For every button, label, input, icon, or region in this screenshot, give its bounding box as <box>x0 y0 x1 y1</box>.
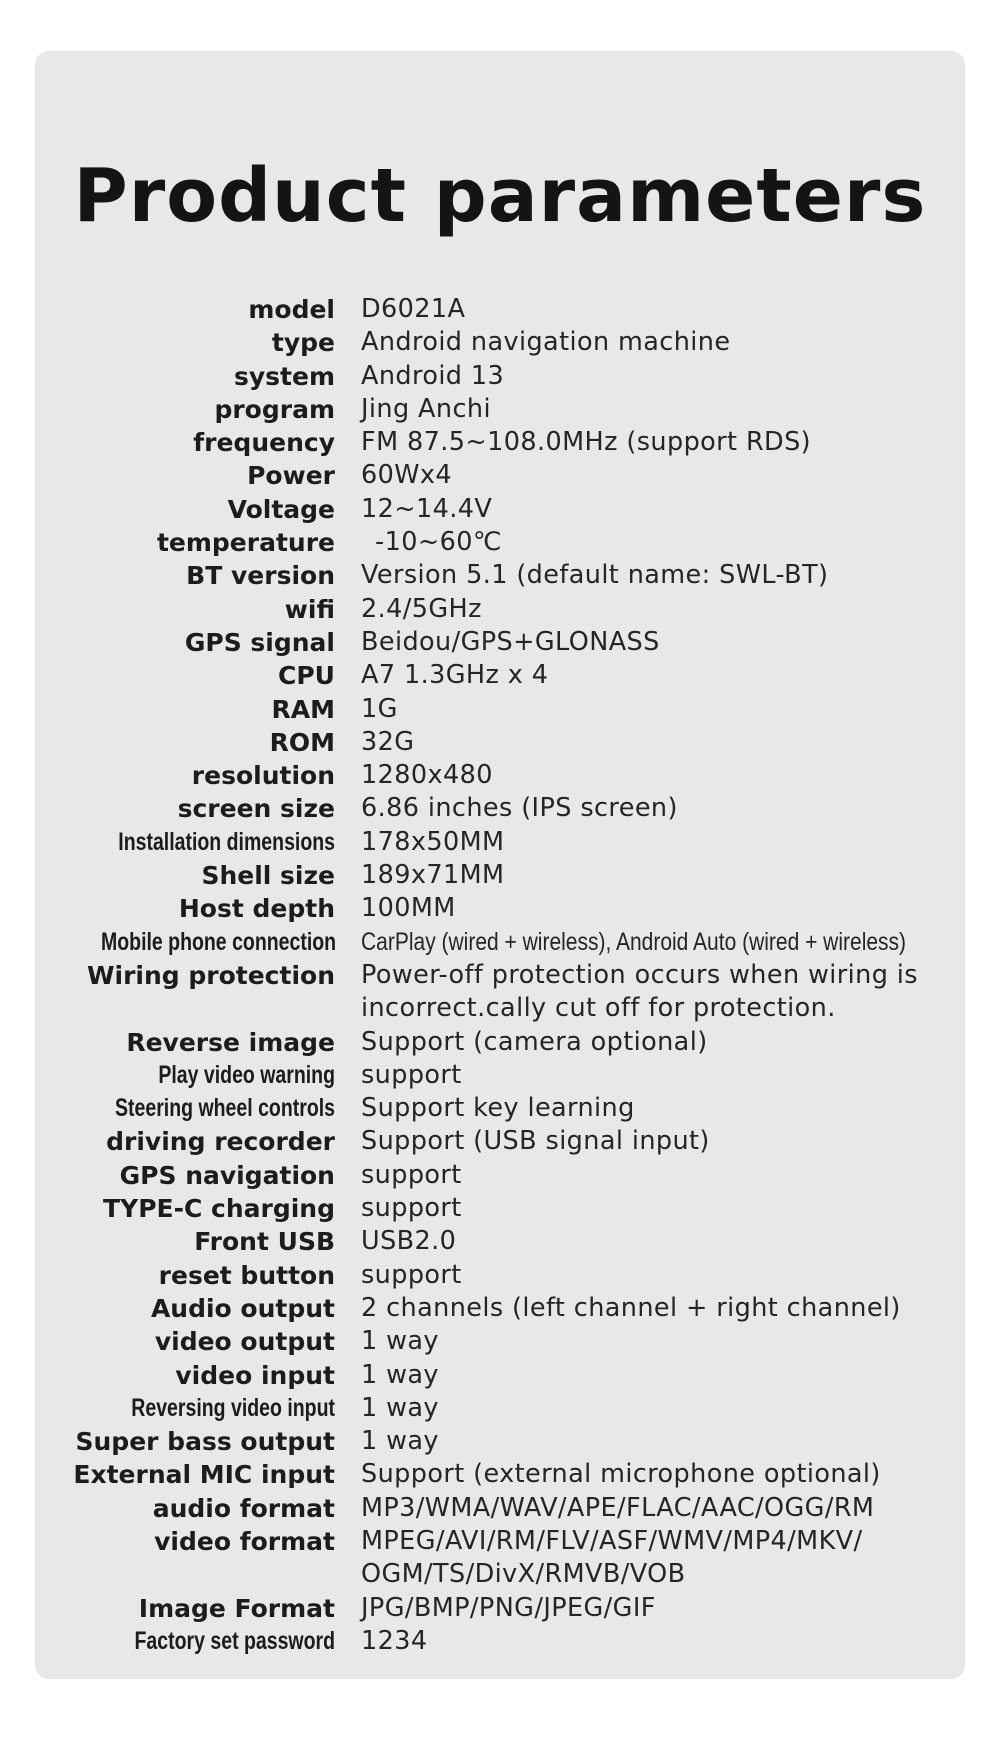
param-row-super-bass-output <box>35 1425 1000 1458</box>
param-value: 189x71MM <box>361 860 505 891</box>
param-label: Shell size <box>201 861 335 891</box>
param-value <box>361 959 991 1026</box>
param-row-mobile-phone-connection <box>35 926 1000 959</box>
param-value: Android 13 <box>361 360 505 391</box>
param-value: Beidou/GPS+GLONASS <box>361 626 660 657</box>
param-value: 32G <box>361 726 415 757</box>
param-row-play-video-warning <box>35 1059 1000 1092</box>
param-row-installation-dimensions <box>35 826 1000 859</box>
param-value: 1G <box>361 693 398 724</box>
param-row-driving-recorder <box>35 1125 1000 1158</box>
param-value: 2 channels (left channel + right channel) <box>361 1292 901 1323</box>
param-row-bt-version <box>35 559 1000 592</box>
param-value: CarPlay (wired + wireless), Android Auto (wired + wireless) <box>361 927 907 956</box>
param-row-screen-size <box>35 792 1000 825</box>
param-row-power <box>35 459 1000 492</box>
param-label: CPU <box>278 661 335 691</box>
param-row-frequency <box>35 426 1000 459</box>
param-value: 178x50MM <box>361 826 505 857</box>
param-value: USB2.0 <box>361 1226 457 1257</box>
param-label: Mobile phone connection <box>101 927 337 956</box>
param-label: video output <box>154 1327 335 1357</box>
param-row-reversing-video-input <box>35 1392 1000 1425</box>
param-value: 6.86 inches (IPS screen) <box>361 793 678 824</box>
param-label: Factory set password <box>134 1626 335 1655</box>
param-value: -10~60℃ <box>375 527 502 558</box>
param-row-gps-navigation <box>35 1159 1000 1192</box>
param-label: Steering wheel controls <box>115 1094 335 1123</box>
param-value: 12~14.4V <box>361 493 493 524</box>
param-label: GPS navigation <box>119 1160 335 1190</box>
param-value: A7 1.3GHz x 4 <box>361 660 549 691</box>
param-label: Audio output <box>150 1293 335 1323</box>
param-value: Support (USB signal input) <box>361 1126 710 1157</box>
param-row-model <box>35 293 1000 326</box>
param-label: Host depth <box>178 894 335 924</box>
param-label: temperature <box>156 528 335 558</box>
param-label: Power <box>247 461 335 491</box>
param-value: Version 5.1 (default name: SWL-BT) <box>361 560 829 591</box>
param-value: 1 way <box>361 1426 439 1457</box>
page-title: Product parameters <box>73 153 927 239</box>
param-value: 1 way <box>361 1359 439 1390</box>
param-label: driving recorder <box>106 1127 335 1157</box>
param-label: RAM <box>271 694 335 724</box>
param-row-host-depth <box>35 892 1000 925</box>
param-row-audio-output <box>35 1292 1000 1325</box>
param-value: Jing Anchi <box>361 393 491 424</box>
param-row-shell-size <box>35 859 1000 892</box>
param-label: Image Format <box>138 1593 335 1623</box>
param-label: system <box>233 361 335 391</box>
param-label: Front USB <box>194 1227 335 1257</box>
param-label: GPS signal <box>184 627 335 657</box>
param-value: Android navigation machine <box>361 327 731 358</box>
param-label: wifi <box>284 594 335 624</box>
param-value: 1234 <box>361 1625 428 1656</box>
param-value: 1 way <box>361 1392 439 1423</box>
param-value: 1 way <box>361 1326 439 1357</box>
param-value: support <box>361 1259 462 1290</box>
param-value-line: incorrect.cally cut off for protection. <box>361 993 836 1024</box>
param-label: Voltage <box>227 494 335 524</box>
param-value: FM 87.5~108.0MHz (support RDS) <box>361 427 812 458</box>
param-value: support <box>361 1059 462 1090</box>
param-row-audio-format <box>35 1492 1000 1525</box>
param-row-wiring-protection <box>35 959 1000 1026</box>
param-row-video-output <box>35 1325 1000 1358</box>
param-label: Reversing video input <box>131 1393 335 1422</box>
param-row-type <box>35 326 1000 359</box>
param-label: TYPE-C charging <box>103 1194 335 1224</box>
param-value: D6021A <box>361 294 466 324</box>
param-label: audio format <box>152 1493 335 1523</box>
param-row-resolution <box>35 759 1000 792</box>
param-label: reset button <box>158 1260 335 1290</box>
parameters-card <box>35 51 965 1679</box>
param-value: Support key learning <box>361 1093 635 1124</box>
param-row-front-usb <box>35 1225 1000 1258</box>
param-label: program <box>214 394 335 424</box>
param-label: Reverse image <box>126 1027 335 1057</box>
param-value: support <box>361 1159 462 1190</box>
param-label: model <box>248 295 335 324</box>
param-row-voltage <box>35 493 1000 526</box>
param-value: 100MM <box>361 893 456 924</box>
param-label: type <box>271 328 335 358</box>
parameter-list <box>35 293 1000 1658</box>
param-value <box>361 1525 991 1592</box>
param-row-video-input <box>35 1359 1000 1392</box>
param-value-line: OGM/TS/DivX/RMVB/VOB <box>361 1559 686 1590</box>
param-value-line: MPEG/AVI/RM/FLV/ASF/WMV/MP4/MKV/ <box>361 1525 863 1556</box>
param-value: 60Wx4 <box>361 460 452 491</box>
param-row-external-mic-input <box>35 1458 1000 1491</box>
param-row-video-format <box>35 1525 1000 1592</box>
param-label: video input <box>175 1360 335 1390</box>
param-row-factory-set-password <box>35 1625 1000 1658</box>
param-label: video format <box>154 1526 335 1556</box>
param-value: Support (camera optional) <box>361 1026 708 1057</box>
param-label: screen size <box>177 794 335 824</box>
param-value: MP3/WMA/WAV/APE/FLAC/AAC/OGG/RM <box>361 1492 875 1523</box>
param-label: Play video warning <box>158 1060 335 1089</box>
param-row-reverse-image <box>35 1026 1000 1059</box>
param-label: External MIC input <box>73 1460 335 1490</box>
param-row-temperature <box>35 526 1000 559</box>
param-value: support <box>361 1193 462 1224</box>
param-label: Super bass output <box>75 1427 335 1457</box>
param-label: ROM <box>269 727 335 757</box>
param-row-steering-wheel-controls <box>35 1092 1000 1125</box>
param-row-wifi <box>35 593 1000 626</box>
param-row-rom <box>35 726 1000 759</box>
param-row-cpu <box>35 659 1000 692</box>
param-label: Installation dimensions <box>118 827 336 856</box>
param-label: resolution <box>191 761 335 791</box>
param-value: JPG/BMP/PNG/JPEG/GIF <box>361 1592 656 1623</box>
param-label: BT version <box>186 561 335 591</box>
param-value: 2.4/5GHz <box>361 593 482 624</box>
param-row-gps-signal <box>35 626 1000 659</box>
param-value: 1280x480 <box>361 760 493 791</box>
param-row-type-c-charging <box>35 1192 1000 1225</box>
param-row-program <box>35 393 1000 426</box>
param-value-line: Power-off protection occurs when wiring is <box>361 959 918 990</box>
param-label: Wiring protection <box>86 960 335 990</box>
param-row-ram <box>35 693 1000 726</box>
param-row-image-format <box>35 1592 1000 1625</box>
param-value: Support (external microphone optional) <box>361 1459 881 1490</box>
param-row-system <box>35 360 1000 393</box>
param-label: frequency <box>193 428 335 458</box>
param-row-reset-button <box>35 1259 1000 1292</box>
